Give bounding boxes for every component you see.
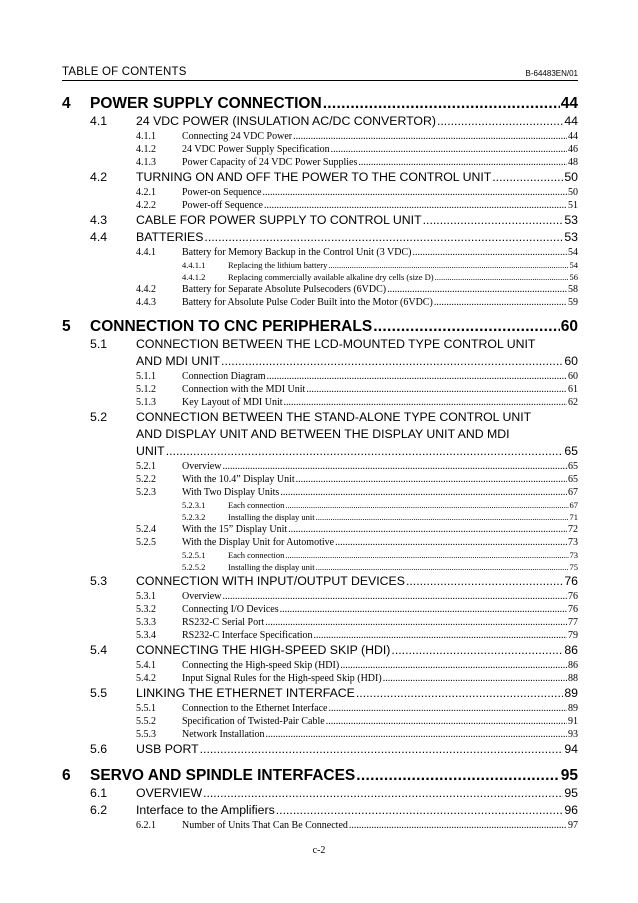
toc-entry-number: 5.2.3.2 — [182, 512, 206, 522]
toc-page-number: 71 — [569, 512, 578, 522]
toc-page-number: 96 — [564, 803, 578, 817]
toc-page-number: 54 — [568, 247, 578, 258]
toc-entry-title: Network Installation — [182, 729, 265, 740]
toc-entry-title: Overview — [182, 591, 222, 602]
toc-entry-5-2-3-2[interactable] — [62, 511, 578, 523]
toc-entry-number: 5.6 — [90, 742, 108, 756]
toc-entry-title: Installing the display unit — [228, 512, 315, 522]
toc-entry-5-3[interactable] — [62, 573, 578, 590]
toc-entry-title: Connection with the MDI Unit — [182, 384, 306, 395]
toc-page-number: 44 — [564, 114, 578, 128]
toc-entry-title: SERVO AND SPINDLE INTERFACES — [90, 767, 356, 784]
toc-entry-title: Interface to the Amplifiers — [136, 803, 275, 817]
page-header — [62, 66, 578, 81]
toc-page-number: 97 — [568, 820, 578, 831]
toc-page-number: 65 — [568, 474, 578, 485]
toc-entry-5-3-2[interactable] — [62, 603, 578, 616]
dot-leader — [413, 246, 567, 259]
toc-entry-title: With the 15” Display Unit — [182, 524, 288, 535]
toc-entry-5-5[interactable] — [62, 685, 578, 702]
toc-entry-5-2-5-1[interactable] — [62, 549, 578, 561]
toc-page-number: 91 — [568, 716, 578, 727]
toc-entry-number: 6.2 — [90, 803, 108, 817]
toc-entry-number: 5.5.2 — [136, 716, 156, 727]
toc-entry-title: AND MDI UNIT — [136, 354, 221, 368]
toc-entry-number: 5.2.5.2 — [182, 562, 206, 572]
toc-entry-title: Number of Units That Can Be Connected — [182, 820, 348, 831]
toc-entry-title: Input Signal Rules for the High-speed Skip (HDI) — [182, 673, 382, 684]
toc-page-number: 65 — [564, 444, 578, 458]
toc-entry-number: 6.2.1 — [136, 820, 156, 831]
header-title: TABLE OF CONTENTS — [62, 66, 187, 78]
dot-leader — [280, 603, 567, 616]
toc-entry-5-5-1[interactable] — [62, 702, 578, 715]
toc-entry-number: 5.2 — [90, 410, 108, 424]
toc-entry-4-4-2[interactable] — [62, 283, 578, 296]
toc-page-number: 65 — [568, 461, 578, 472]
toc-page-number: 77 — [568, 617, 578, 628]
toc-entry-number: 4.1.2 — [136, 144, 156, 155]
toc-page-number: 89 — [564, 686, 578, 700]
toc-entry-title: Replacing the lithium battery — [228, 260, 328, 270]
toc-entry-number: 5.3.1 — [136, 591, 156, 602]
dot-leader — [331, 143, 567, 156]
toc-page-number: 67 — [568, 487, 578, 498]
dot-leader — [284, 396, 567, 409]
toc-entry-title: BATTERIES — [136, 230, 204, 244]
dot-leader — [383, 672, 567, 685]
toc-page-number: 67 — [569, 500, 578, 510]
toc-entry-4-4[interactable] — [62, 229, 578, 246]
dot-leader — [323, 94, 560, 113]
toc-entry-5-5-2[interactable] — [62, 715, 578, 728]
toc-entry-title: With the Display Unit for Automotive — [182, 537, 335, 548]
toc-entry-5-4-1[interactable] — [62, 659, 578, 672]
toc-page-number: 46 — [568, 144, 578, 155]
toc-entry-4-2-1[interactable] — [62, 186, 578, 199]
toc-page-number: 61 — [568, 384, 578, 395]
dot-leader — [293, 130, 567, 143]
toc-entry-number: 5.2.1 — [136, 461, 156, 472]
toc-entry-number: 5.2.2 — [136, 474, 156, 485]
dot-leader — [265, 728, 567, 741]
toc-entry-5-4[interactable] — [62, 642, 578, 659]
toc-entry-5[interactable] — [62, 317, 578, 336]
dot-leader — [340, 659, 567, 672]
toc-entry-number: 5 — [62, 318, 71, 335]
toc-page-number: 51 — [568, 200, 578, 211]
toc-page-number: 93 — [568, 729, 578, 740]
header-doc-number: B-64483EN/01 — [525, 69, 578, 78]
dot-leader — [285, 499, 568, 511]
dot-leader — [435, 271, 569, 283]
toc-page-number: 60 — [564, 354, 578, 368]
toc-entry-5-1[interactable] — [62, 336, 578, 370]
toc-entry-title: Connecting 24 VDC Power — [182, 131, 293, 142]
toc-page-number: 54 — [569, 260, 578, 270]
table-of-contents — [62, 86, 578, 832]
toc-entry-number: 4.1 — [90, 114, 108, 128]
toc-entry-5-2-4[interactable] — [62, 523, 578, 536]
toc-entry-number: 4.2 — [90, 170, 108, 184]
toc-entry-6-2-1[interactable] — [62, 819, 578, 832]
toc-entry-number: 5.3 — [90, 574, 108, 588]
toc-entry-5-3-3[interactable] — [62, 616, 578, 629]
toc-entry-5-2[interactable] — [62, 409, 578, 460]
toc-entry-5-1-3[interactable] — [62, 396, 578, 409]
dot-leader — [349, 819, 567, 832]
toc-entry-number: 4.4.2 — [136, 284, 156, 295]
toc-page-number: 44 — [568, 131, 578, 142]
toc-entry-title: With the 10.4” Display Unit — [182, 474, 295, 485]
toc-entry-number: 4.4.1.2 — [182, 272, 206, 282]
toc-entry-number: 5.2.3.1 — [182, 500, 206, 510]
toc-entry-title: Specification of Twisted-Pair Cable — [182, 716, 325, 727]
toc-entry-number: 6 — [62, 767, 71, 784]
toc-entry-number: 5.2.4 — [136, 524, 156, 535]
toc-entry-4-1[interactable] — [62, 113, 578, 130]
toc-page-number: 50 — [568, 187, 578, 198]
toc-entry-title: With Two Display Units — [182, 487, 280, 498]
toc-entry-number: 5.1.3 — [136, 397, 156, 408]
toc-entry-4-4-1-1[interactable] — [62, 259, 578, 271]
toc-entry-number: 5.4.2 — [136, 673, 156, 684]
toc-entry-5-1-2[interactable] — [62, 383, 578, 396]
dot-leader — [329, 702, 568, 715]
toc-page-number: 95 — [564, 786, 578, 800]
toc-entry-number: 5.3.4 — [136, 630, 156, 641]
toc-entry-number: 4 — [62, 95, 71, 112]
toc-entry-5-2-3-1[interactable] — [62, 499, 578, 511]
toc-entry-title: Power Capacity of 24 VDC Power Supplies — [182, 157, 358, 168]
toc-entry-title: Overview — [182, 461, 222, 472]
dot-leader — [166, 443, 564, 460]
toc-entry-title: RS232-C Serial Port — [182, 617, 265, 628]
dot-leader — [265, 616, 567, 629]
toc-page-number: 62 — [568, 397, 578, 408]
toc-entry-5-1-1[interactable] — [62, 370, 578, 383]
toc-entry-4-4-1-2[interactable] — [62, 271, 578, 283]
toc-page-number: 75 — [569, 562, 578, 572]
dot-leader — [288, 523, 567, 536]
toc-entry-number: 5.5.1 — [136, 703, 156, 714]
dot-leader — [335, 536, 567, 549]
toc-entry-number: 4.2.2 — [136, 200, 156, 211]
toc-entry-number: 4.4.3 — [136, 297, 156, 308]
dot-leader — [373, 317, 560, 336]
toc-entry-number: 5.1 — [90, 337, 108, 351]
dot-leader — [264, 199, 567, 212]
toc-entry-number: 5.4.1 — [136, 660, 156, 671]
toc-entry-4-4-1[interactable] — [62, 246, 578, 259]
dot-leader — [356, 685, 563, 702]
toc-entry-title: Replacing commercially available alkaline dry cells (size D) — [228, 272, 434, 282]
toc-entry-title: 24 VDC Power Supply Specification — [182, 144, 330, 155]
toc-entry-title: Each connection — [228, 500, 285, 510]
toc-entry-title: Battery for Absolute Pulse Coder Built into the Motor (6VDC) — [182, 297, 433, 308]
toc-entry-title: LINKING THE ETHERNET INTERFACE — [136, 686, 355, 700]
toc-entry-number: 4.4 — [90, 230, 108, 244]
toc-page-number: 95 — [560, 767, 578, 784]
toc-entry-number: 4.1.1 — [136, 131, 156, 142]
toc-entry-5-2-5-2[interactable] — [62, 561, 578, 573]
toc-entry-title: Connection to the Ethernet Interface — [182, 703, 328, 714]
dot-leader — [221, 353, 563, 370]
dot-leader — [328, 259, 568, 271]
dot-leader — [285, 549, 568, 561]
toc-entry-title: CABLE FOR POWER SUPPLY TO CONTROL UNIT — [136, 213, 422, 227]
toc-page-number: 72 — [568, 524, 578, 535]
toc-entry-title: Connecting the High-speed Skip (HDI) — [182, 660, 340, 671]
dot-leader — [222, 590, 567, 603]
dot-leader — [406, 573, 563, 590]
dot-leader — [306, 383, 567, 396]
dot-leader — [358, 156, 567, 169]
toc-entry-4-1-2[interactable] — [62, 143, 578, 156]
toc-entry-title: Battery for Memory Backup in the Control Unit (3 VDC) — [182, 247, 412, 258]
toc-entry-title: TURNING ON AND OFF THE POWER TO THE CONTROL UNIT — [136, 170, 492, 184]
toc-page-number: 79 — [568, 630, 578, 641]
toc-entry-number: 4.2.1 — [136, 187, 156, 198]
toc-entry-title: POWER SUPPLY CONNECTION — [90, 95, 322, 112]
toc-entry-5-3-1[interactable] — [62, 590, 578, 603]
page-number: c-2 — [312, 845, 326, 856]
dot-leader — [203, 785, 563, 802]
toc-page-number: 89 — [568, 703, 578, 714]
dot-leader — [434, 296, 567, 309]
toc-entry-title: Each connection — [228, 550, 285, 560]
toc-entry-number: 5.1.2 — [136, 384, 156, 395]
toc-entry-5-2-3[interactable] — [62, 486, 578, 499]
toc-page-number: 88 — [568, 673, 578, 684]
toc-entry-4-2-2[interactable] — [62, 199, 578, 212]
dot-leader — [391, 642, 563, 659]
toc-entry-title: CONNECTION WITH INPUT/OUTPUT DEVICES — [136, 574, 405, 588]
toc-entry-title: Installing the display unit — [228, 562, 315, 572]
toc-entry-title: Connecting I/O Devices — [182, 604, 279, 615]
toc-entry-number: 5.2.5 — [136, 537, 156, 548]
toc-page-number: 59 — [568, 297, 578, 308]
dot-leader — [356, 766, 559, 785]
toc-entry-title: RS232-C Interface Specification — [182, 630, 313, 641]
toc-entry-5-6[interactable] — [62, 741, 578, 758]
toc-entry-5-5-3[interactable] — [62, 728, 578, 741]
toc-entry-4[interactable] — [62, 94, 578, 113]
dot-leader — [314, 629, 567, 642]
toc-page-number: 76 — [568, 591, 578, 602]
toc-entry-4-2[interactable] — [62, 169, 578, 186]
toc-entry-title-line: AND DISPLAY UNIT AND BETWEEN THE DISPLAY UNIT AND MDI — [136, 427, 510, 441]
toc-page-number: 73 — [569, 550, 578, 560]
toc-entry-4-3[interactable] — [62, 212, 578, 229]
toc-entry-6-2[interactable] — [62, 802, 578, 819]
toc-entry-5-4-2[interactable] — [62, 672, 578, 685]
toc-entry-title: USB PORT — [136, 742, 199, 756]
toc-entry-title: OVERVIEW — [136, 786, 203, 800]
toc-entry-5-3-4[interactable] — [62, 629, 578, 642]
toc-entry-number: 5.5 — [90, 686, 108, 700]
toc-page-number: 86 — [568, 660, 578, 671]
toc-page-number: 58 — [568, 284, 578, 295]
toc-entry-6[interactable] — [62, 766, 578, 785]
toc-entry-title: CONNECTING THE HIGH-SPEED SKIP (HDI) — [136, 643, 391, 657]
toc-entry-5-2-5[interactable] — [62, 536, 578, 549]
dot-leader — [263, 186, 568, 199]
toc-page-number: 94 — [564, 742, 578, 756]
dot-leader — [326, 715, 567, 728]
toc-entry-6-1[interactable] — [62, 785, 578, 802]
dot-leader — [316, 511, 569, 523]
dot-leader — [296, 473, 567, 486]
toc-entry-title: Key Layout of MDI Unit — [182, 397, 283, 408]
toc-entry-title: Battery for Separate Absolute Pulsecoders (6VDC) — [182, 284, 387, 295]
toc-entry-title: UNIT — [136, 444, 165, 458]
dot-leader — [280, 486, 567, 499]
dot-leader — [200, 741, 564, 758]
toc-entry-title: Power-off Sequence — [182, 200, 263, 211]
dot-leader — [204, 229, 563, 246]
toc-page-number: 73 — [568, 537, 578, 548]
toc-entry-5-2-2[interactable] — [62, 473, 578, 486]
dot-leader — [437, 113, 563, 130]
dot-leader — [222, 460, 567, 473]
dot-leader — [423, 212, 564, 229]
dot-leader — [387, 283, 567, 296]
dot-leader — [492, 169, 563, 186]
toc-page-number: 76 — [564, 574, 578, 588]
toc-page-number: 48 — [568, 157, 578, 168]
toc-page-number: 76 — [568, 604, 578, 615]
toc-entry-number: 5.1.1 — [136, 371, 156, 382]
dot-leader — [276, 802, 564, 819]
toc-entry-4-1-1[interactable] — [62, 130, 578, 143]
toc-entry-title: Connection Diagram — [182, 371, 266, 382]
toc-page-number: 56 — [569, 272, 578, 282]
toc-entry-title: Power-on Sequence — [182, 187, 262, 198]
dot-leader — [316, 561, 569, 573]
toc-page-number: 53 — [564, 213, 578, 227]
toc-entry-number: 6.1 — [90, 786, 108, 800]
toc-entry-number: 5.3.2 — [136, 604, 156, 615]
toc-entry-number: 4.1.3 — [136, 157, 156, 168]
toc-page-number: 60 — [568, 371, 578, 382]
toc-entry-number: 4.4.1 — [136, 247, 156, 258]
toc-entry-number: 5.4 — [90, 643, 108, 657]
toc-entry-number: 4.4.1.1 — [182, 260, 206, 270]
toc-entry-title: 24 VDC POWER (INSULATION AC/DC CONVERTOR) — [136, 114, 436, 128]
toc-entry-title-line: CONNECTION BETWEEN THE LCD-MOUNTED TYPE CONTROL UNIT — [136, 337, 536, 351]
toc-entry-number: 5.2.5.1 — [182, 550, 206, 560]
toc-entry-number: 5.2.3 — [136, 487, 156, 498]
toc-page-number: 86 — [564, 643, 578, 657]
toc-page-number: 53 — [564, 230, 578, 244]
toc-entry-5-2-1[interactable] — [62, 460, 578, 473]
toc-entry-number: 5.3.3 — [136, 617, 156, 628]
toc-page-number: 60 — [560, 318, 578, 335]
toc-entry-title-line: CONNECTION BETWEEN THE STAND-ALONE TYPE CONTROL UNIT — [136, 410, 532, 424]
toc-entry-number: 4.3 — [90, 213, 108, 227]
toc-entry-4-1-3[interactable] — [62, 156, 578, 169]
toc-entry-number: 5.5.3 — [136, 729, 156, 740]
toc-page-number: 44 — [560, 95, 578, 112]
toc-entry-4-4-3[interactable] — [62, 296, 578, 309]
toc-entry-title: CONNECTION TO CNC PERIPHERALS — [90, 318, 373, 335]
dot-leader — [267, 370, 567, 383]
toc-page-number: 50 — [564, 170, 578, 184]
